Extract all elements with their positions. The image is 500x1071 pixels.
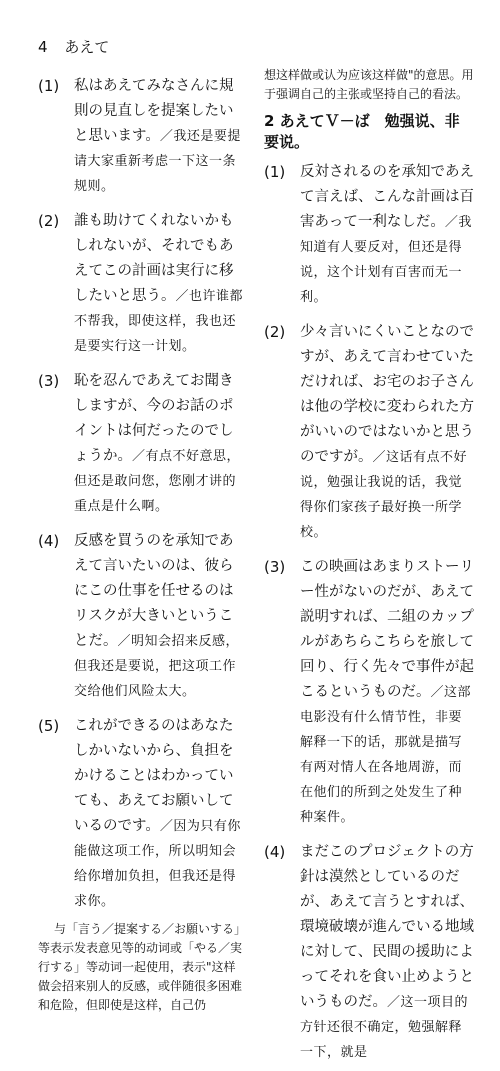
example-text: [300, 551, 474, 830]
example-number: (2): [264, 323, 286, 341]
example-japanese: 少々言いにくいことなのですが、あえて言わせていただければ、お宅のお子さんは他の学校に変わられた方がいいのではないかと思うのですが。: [300, 324, 474, 465]
example-japanese: この映画はあまりストーリー性がないのだが、あえて説明すれば、二組のカップルがあちらこちらを旅して回り、行く先々で事件が起こるというものだ。: [300, 559, 474, 700]
left-column: [38, 70, 244, 1015]
example-chinese: ／也许谁都不帮我，即使这样，我也还是要实行这一计划。: [74, 289, 244, 354]
example-chinese: ／我知道有人要反对，但还是得说，这个计划有百害而无一利。: [300, 215, 472, 305]
example-item: [264, 836, 474, 1065]
example-text: [300, 316, 474, 545]
example-number: (5): [38, 717, 60, 735]
example-japanese: 反感を買うのを承知であえて言いたいのは、彼らにこの仕事を任せるのはリスクが大きいということだ。: [74, 533, 234, 649]
example-chinese: ／我还是要提请大家重新考虑一下这一条规则。: [74, 129, 241, 194]
example-number: (1): [38, 77, 60, 95]
example-text: [300, 156, 474, 310]
example-japanese: 反対されるのを承知であえて言えば、こんな計画は百害あって一利なしだ。: [300, 164, 474, 230]
example-item: [38, 365, 244, 519]
example-item: [38, 710, 244, 914]
section-heading: 2 あえてＶ－ば 勉强说、非要说。: [264, 112, 460, 151]
example-item: [264, 156, 474, 310]
example-chinese: ／有点不好意思，但还是敢问您，您刚才讲的重点是什么啊。: [74, 449, 241, 514]
usage-note-continued: 想这样做或认为应该这样做"的意思。用于强调自己的主张或坚持自己的看法。: [264, 68, 474, 101]
example-text: [300, 836, 474, 1065]
example-number: (4): [38, 532, 60, 550]
example-chinese: ／这一项目的方针还很不确定，勉强解释一下，就是: [300, 995, 469, 1060]
example-number: (4): [264, 843, 286, 861]
example-number: (3): [38, 372, 60, 390]
right-column: [264, 70, 474, 1071]
example-item: [38, 205, 244, 359]
example-chinese: ／这部电影没有什么情节性，非要解释一下的话，那就是描写有两对情人在各地周游，而在他们的所到之处发生了种种案件。: [300, 685, 472, 825]
example-text: [74, 525, 244, 704]
example-japanese: 誰も助けてくれないかもしれないが、それでもあえてこの計画は実行に移したいと思う。: [74, 213, 234, 304]
example-japanese: 私はあえてみなさんに規則の見直しを提案したいと思います。: [74, 78, 234, 144]
example-number: (2): [38, 212, 60, 230]
page-number: 4: [38, 38, 48, 56]
example-text: [74, 365, 244, 519]
example-item: [264, 551, 474, 830]
example-japanese: まだこのプロジェクトの方針は漠然としているのだが、あえて言うとすれば、環境破壊が進んでいる地域に対して、民間の援助によってそれを食い止めようというものだ。: [300, 844, 474, 1010]
example-item: [264, 316, 474, 545]
page-header: [38, 36, 109, 57]
example-item: [38, 70, 244, 199]
example-text: [74, 710, 244, 914]
example-japanese: これができるのはあなたしかいないから、負担をかけることはわかっていても、あえてお願いしているのです。: [74, 718, 234, 834]
example-number: (1): [264, 163, 286, 181]
example-chinese: ／因为只有你能做这项工作，所以明知会给你增加负担，但我还是得求你。: [74, 819, 241, 909]
usage-note: 与「言う／提案する／お願いする」等表示发表意见等的动词或「やる／実行する」等动词一起使用，表示"这样做会招来别人的反感，或伴随很多困难和危险，但即使是这样，自己仍: [38, 922, 243, 1012]
example-japanese: 恥を忍んであえてお聞きしますが、今のお話のポイントは何だったのでしょうか。: [74, 373, 234, 464]
example-item: [38, 525, 244, 704]
example-chinese: ／这话有点不好说，勉强让我说的话，我觉得你们家孩子最好换一所学校。: [300, 450, 468, 540]
example-chinese: ／明知会招来反感，但我还是要说，把这项工作交给他们风险太大。: [74, 634, 240, 699]
page-title: あえて: [64, 38, 110, 56]
example-number: (3): [264, 558, 286, 576]
example-text: [74, 205, 244, 359]
example-text: [74, 70, 244, 199]
